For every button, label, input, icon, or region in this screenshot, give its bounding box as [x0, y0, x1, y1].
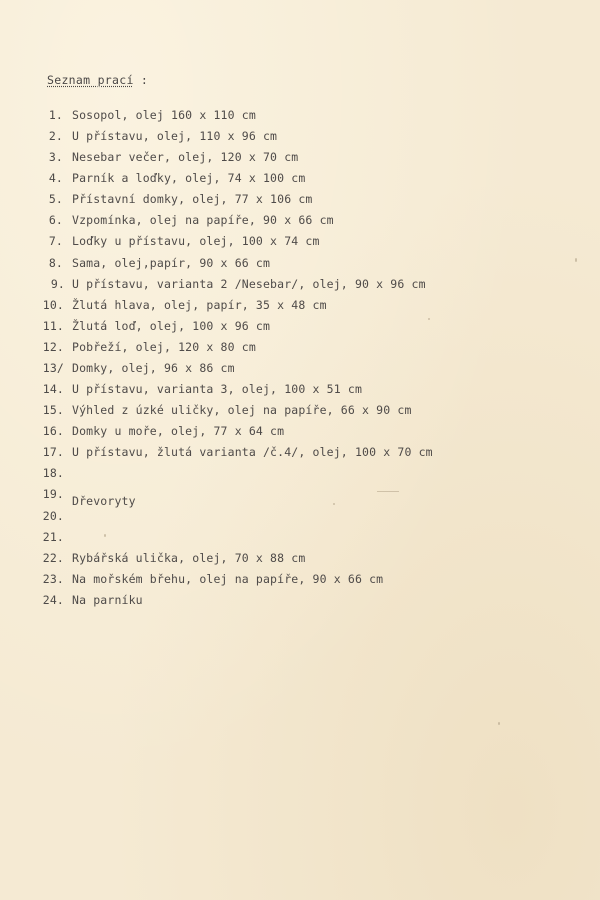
item-text: Na mořském břehu, olej na papíře, 90 x 66 cm — [72, 572, 384, 586]
heading-title: Seznam prací — [47, 73, 134, 87]
item-text: Vzpomínka, olej na papíře, 90 x 66 cm — [72, 213, 334, 227]
item-text: Přístavní domky, olej, 77 x 106 cm — [72, 192, 313, 206]
item-number: 2. — [48, 129, 63, 143]
item-number: 13/ — [42, 361, 64, 375]
paper-mark — [104, 534, 106, 537]
paper-mark — [498, 722, 500, 725]
paper-mark — [333, 503, 335, 505]
item-number: 15. — [42, 403, 64, 417]
item-number: 1. — [48, 108, 63, 122]
item-text: Žlutá hlava, olej, papír, 35 x 48 cm — [72, 298, 327, 312]
item-text: Výhled z úzké uličky, olej na papíře, 66 x 90 cm — [72, 403, 412, 417]
item-text: U přístavu, varianta 3, olej, 100 x 51 cm — [72, 382, 363, 396]
item-number: 5. — [48, 192, 63, 206]
item-text: Sosopol, olej 160 x 110 cm — [72, 108, 256, 122]
item-text: Domky u moře, olej, 77 x 64 cm — [72, 424, 285, 438]
item-text: Dřevoryty — [72, 494, 136, 508]
item-number: 19. — [42, 487, 64, 501]
item-text: Sama, olej,papír, 90 x 66 cm — [72, 256, 271, 270]
item-text: U přístavu, varianta 2 /Nesebar/, olej, 90 x 96 cm — [72, 277, 426, 291]
item-number: 23. — [42, 572, 64, 586]
heading-colon: : — [140, 73, 149, 87]
paper-mark — [377, 491, 399, 492]
item-number: 24. — [42, 593, 64, 607]
item-text: Pobřeží, olej, 120 x 80 cm — [72, 340, 256, 354]
item-text: U přístavu, žlutá varianta /č.4/, olej, 100 x 70 cm — [72, 445, 433, 459]
paper-mark — [428, 318, 430, 320]
paper-mark — [575, 258, 577, 262]
item-text: U přístavu, olej, 110 x 96 cm — [72, 129, 278, 143]
item-text: Nesebar večer, olej, 120 x 70 cm — [72, 150, 299, 164]
item-number: 3. — [48, 150, 63, 164]
item-number: 21. — [42, 530, 64, 544]
item-number: 12. — [42, 340, 64, 354]
item-number: 18. — [42, 466, 64, 480]
document-heading — [47, 73, 148, 87]
item-number: 22. — [42, 551, 64, 565]
item-text: Rybářská ulička, olej, 70 x 88 cm — [72, 551, 306, 565]
item-number: 7. — [48, 234, 63, 248]
item-text: Loďky u přístavu, olej, 100 x 74 cm — [72, 234, 320, 248]
item-number: 20. — [42, 509, 64, 523]
item-number: 14. — [42, 382, 64, 396]
item-text: Na parníku — [72, 593, 143, 607]
item-number: 6. — [48, 213, 63, 227]
item-number: 9. — [50, 277, 65, 291]
item-text: Parník a loďky, olej, 74 x 100 cm — [72, 171, 306, 185]
item-number: 4. — [48, 171, 63, 185]
item-number: 16. — [42, 424, 64, 438]
item-text: Žlutá loď, olej, 100 x 96 cm — [72, 319, 271, 333]
item-text: Domky, olej, 96 x 86 cm — [72, 361, 235, 375]
item-number: 10. — [42, 298, 64, 312]
item-number: 8. — [48, 256, 63, 270]
item-number: 11. — [42, 319, 64, 333]
item-number: 17. — [42, 445, 64, 459]
